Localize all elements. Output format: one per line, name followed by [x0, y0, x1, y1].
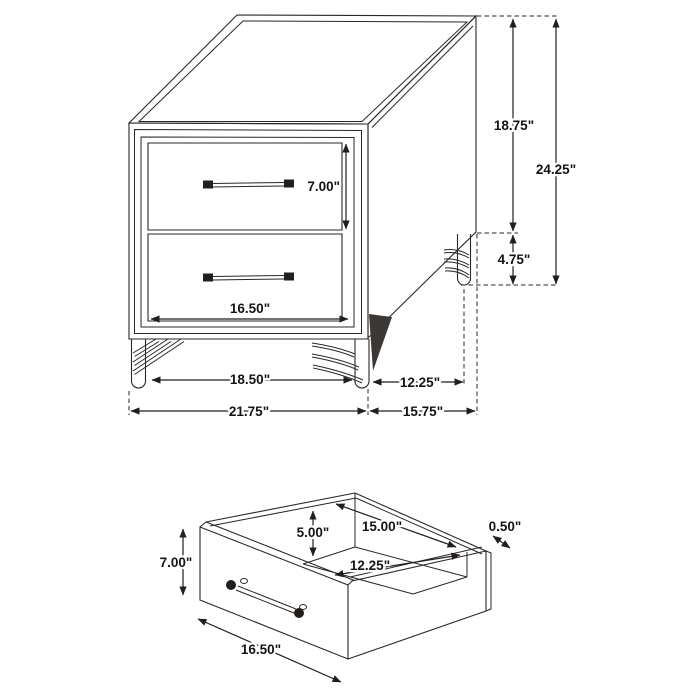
left-wall-top-edge — [206, 493, 355, 522]
dim-label-drawer-front-width: 16.50" — [240, 642, 282, 657]
dim-label-front-leg-spacing: 18.50" — [229, 372, 271, 387]
leg-bracket-shading — [369, 314, 392, 371]
handle-bar — [236, 586, 296, 613]
dim-leg-height — [498, 235, 531, 284]
dim-label-drawer-opening-height: 7.00" — [307, 179, 340, 194]
dimension-arrow — [493, 536, 510, 548]
cabinet-body — [129, 15, 476, 339]
dim-label-leg-height: 4.75" — [497, 252, 531, 267]
handle-end-cap — [284, 180, 294, 188]
drawer-2-handle-icon — [203, 273, 294, 282]
drawer-front-panel — [200, 527, 348, 659]
back-right-leg-rods — [444, 250, 469, 278]
dim-drawer-opening-width — [151, 301, 348, 319]
drawer-box — [200, 493, 491, 659]
dim-drawer-front-height — [160, 529, 193, 595]
cabinet-side-top-bevel — [372, 26, 473, 128]
dim-drawer-side-thickness — [489, 519, 522, 548]
dim-drawer-front-width — [198, 619, 341, 682]
right-wall-back-edge — [486, 551, 491, 611]
handle-end-cap — [226, 580, 236, 590]
cabinet-extension-lines — [129, 16, 558, 415]
handle-bar — [213, 276, 284, 281]
cabinet-legs — [132, 234, 471, 388]
drawer-front-panel-top — [200, 522, 353, 585]
dim-label-overall-height: 24.25" — [535, 162, 577, 177]
handle-end-cap — [203, 274, 213, 282]
dim-side-leg-spacing — [373, 375, 463, 390]
nightstand-view — [129, 15, 576, 419]
cabinet-top-face — [129, 15, 476, 124]
dim-drawer-interior-width — [336, 504, 456, 547]
cabinet-front-frame — [141, 137, 354, 327]
dim-front-leg-spacing — [152, 372, 352, 387]
dim-drawer-interior-height — [297, 511, 330, 556]
cabinet-top-face-bevel — [139, 21, 467, 122]
dim-case-height — [494, 19, 534, 231]
drawer-1-handle-icon — [203, 180, 294, 189]
handle-end-cap — [203, 181, 213, 189]
dim-label-overall-depth: 15.75" — [402, 404, 444, 419]
dim-overall-height — [536, 19, 576, 284]
handle-end-cap — [284, 273, 294, 281]
dim-label-drawer-interior-depth: 12.25" — [349, 558, 391, 573]
dim-overall-width — [131, 404, 366, 419]
dim-label-drawer-opening-width: 16.50" — [229, 301, 271, 316]
handle-post — [300, 605, 307, 610]
dim-label-side-leg-spacing: 12.25" — [399, 375, 441, 390]
dim-label-drawer-front-height: 7.00" — [159, 555, 193, 570]
handle-bar — [213, 183, 284, 188]
front-left-leg-rods — [133, 339, 184, 375]
dim-label-drawer-side-thickness: 0.50" — [488, 519, 522, 534]
dim-label-overall-width: 21.75" — [228, 404, 270, 419]
drawer-view — [160, 493, 522, 682]
dim-drawer-opening-height — [307, 144, 346, 229]
dim-overall-depth — [370, 404, 475, 419]
dim-label-drawer-interior-height: 5.00" — [296, 525, 330, 540]
left-wall-top-edge-inner — [210, 498, 356, 526]
handle-post — [241, 579, 248, 584]
drawer-handle-icon — [226, 579, 307, 619]
dim-label-drawer-interior-width: 15.00" — [361, 519, 403, 534]
dim-label-case-height: 18.75" — [493, 118, 535, 133]
